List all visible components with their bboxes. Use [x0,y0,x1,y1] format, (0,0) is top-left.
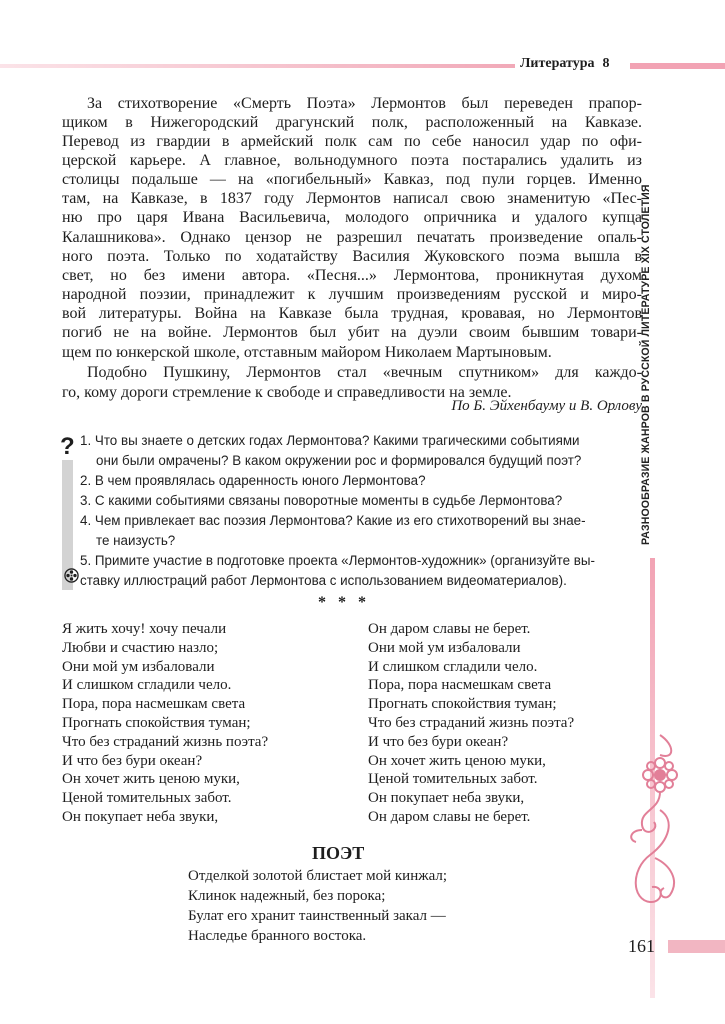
section-separator: * * * [318,594,370,611]
poem-line: Он даром славы не берет. [368,621,531,637]
poem-line: Ценой томительных забот. [368,771,538,788]
poem-line: Они мой ум избаловали [62,658,215,675]
grade-label: 8 [602,56,610,71]
poem-line: Что без страданий жизнь поэта? [62,733,269,750]
chapter-side-caption: РАЗНООБРАЗИЕ ЖАНРОВ В РУССКОЙ ЛИТЕРАТУРЕ XIX СТОЛЕТИЯ [640,184,652,545]
article-line: вой литературы. Война на Кавказе была трудная, кровавая, но Лермонтов [62,305,642,322]
poem-line: И слишком сгладили чело. [368,658,538,675]
poem-line: Он покупает неба звуки, [62,809,219,825]
page-number-bar [668,940,725,953]
question-line: ставку иллюстраций работ Лермонтова с использованием видеоматериалов). [80,573,567,588]
subject-label: Литература [520,56,595,71]
question-line: 1. Что вы знаете о детских годах Лермонтова? Какими трагическими событиями [80,433,580,448]
article-line: народной поэзии, принадлежит к лучшим произведениям русской и миро- [62,286,642,303]
poem-line: Ценой томительных забот. [62,790,232,807]
film-reel-icon [64,568,79,583]
question-mark-icon: ? [60,433,75,460]
poem-line: Он покупает неба звуки, [368,790,525,807]
article-line: столицы подальше — на «погибельный» Кавказ, под пули горцев. Именно [62,171,642,188]
poem-line: Он хочет жить ценою муки, [62,771,240,788]
question-line: 3. С какими событиями связаны поворотные моменты в судьбе Лермонтова? [80,493,563,508]
poem-line: Пора, пора насмешкам света [368,677,552,694]
article-line: церской карьере. А главное, вольнодумного поэта постарались удалить из [62,152,642,169]
poem-line: Прогнать спокойствия туман; [368,696,557,713]
article-line: За стихотворение «Смерть Поэта» Лермонтов был переведен прапор- [87,95,642,112]
floral-ornament-icon [620,730,690,920]
article-line: ного поэта. Только по ходатайству Василия Жуковского поэма вышла в [62,248,642,265]
flower-icon [643,758,677,792]
poem-line: Отделкой золотой блистает мой кинжал; [188,868,448,884]
question-line: те наизусть? [96,533,176,548]
poem-title: ПОЭТ [312,843,365,863]
poem-line: Я жить хочу! хочу печали [62,621,227,637]
header-accent-bar [630,63,725,69]
poem-line: Прогнать спокойствия туман; [62,715,251,731]
poem-line: Он хочет жить ценою муки, [368,752,546,769]
article-line: Подобно Пушкину, Лермонтов стал «вечным спутником» для каждо- [87,364,642,381]
poem-line: Что без страданий жизнь поэта? [368,715,575,731]
poem-line: Наследье бранного востока. [188,928,367,944]
poem-line: И что без бури океан? [368,733,509,750]
poem-line: И слишком сгладили чело. [62,677,232,694]
question-line: 2. В чем проявлялась одаренность юного Лермонтова? [80,473,426,488]
poem-line: Любви и счастию назло; [62,639,219,656]
poem-line: Он даром славы не берет. [368,809,531,825]
poem-line: Пора, пора насмешкам света [62,696,246,713]
poem-line: Клинок надежный, без порока; [188,888,386,904]
poem-line: Они мой ум избаловали [368,639,521,656]
article-line: щем по юнкерской школе, отставным майором Николаем Мартыновым. [62,344,552,361]
page-number: 161 [628,936,655,956]
poem-line: Булат его хранит таинственный закал — [188,908,446,924]
article-line: свет, но без имени автора. «Песня...» Лермонтова, проникнутая духом [62,267,642,284]
article-line: ню про царя Ивана Васильевича, молодого опричника и удалого купца [62,209,642,226]
article-line: Перевод из гвардии в армейский полк сам по себе наносил удар по офи- [62,133,642,150]
article-line: Калашникова». Однако цензор не разрешил печатать произведение опаль- [62,229,642,246]
article-line: го, кому дороги стремление к свободе и справедливости на земле. [62,384,512,401]
article-line: щиком в Нижегородский драгунский полк, расположенный на Кавказе. [62,114,642,131]
question-line: 4. Чем привлекает вас поэзия Лермонтова? Какие из его стихотворений вы знае- [80,513,586,528]
question-line: 5. Примите участие в подготовке проекта «Лермонтов-художник» (организуйте вы- [80,553,596,568]
article-line: погиб не на войне. Лермонтов был убит на дуэли своим бывшим товари- [62,324,642,341]
attribution: По Б. Эйхенбауму и В. Орлову [451,398,642,414]
article-line: там, на Кавказе, в 1837 году Лермонтов написал свою знаменитую «Пес- [62,190,642,207]
poem-line: И что без бури океан? [62,752,203,769]
header-rule [0,64,515,68]
question-line: они были омрачены? В каком окружении рос и формировался будущий поэт? [96,453,582,468]
running-header [520,56,610,72]
